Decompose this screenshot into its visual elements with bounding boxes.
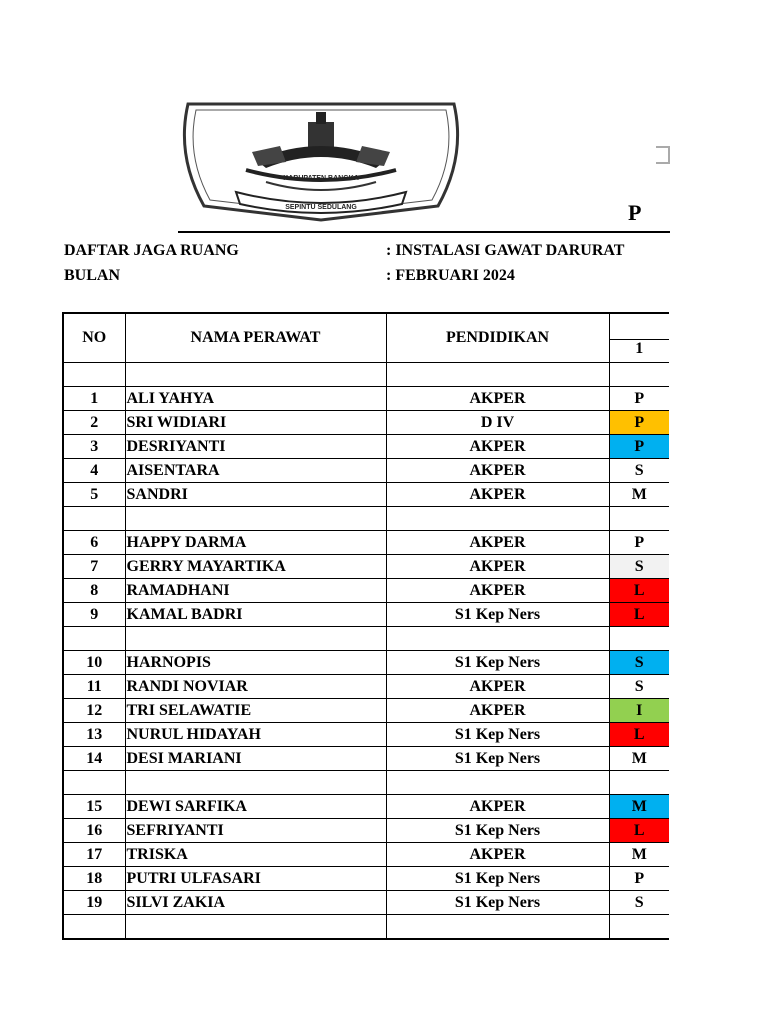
- row-shift-code: L: [609, 603, 669, 627]
- bulan-value: : FEBRUARI 2024: [386, 267, 515, 284]
- row-no: [63, 627, 125, 651]
- table-row: [63, 819, 669, 843]
- table-row: [63, 435, 669, 459]
- row-no: 15: [63, 795, 125, 819]
- row-no: 4: [63, 459, 125, 483]
- table-row-spacer: [63, 507, 669, 531]
- row-shift-code: P: [609, 435, 669, 459]
- row-nama-perawat: SILVI ZAKIA: [125, 891, 386, 915]
- table-row: [63, 843, 669, 867]
- col-header-pendidikan: PENDIDIKAN: [386, 313, 609, 363]
- row-pendidikan: AKPER: [386, 555, 609, 579]
- row-shift-code: L: [609, 819, 669, 843]
- row-shift-code: M: [609, 747, 669, 771]
- row-no: 14: [63, 747, 125, 771]
- row-nama-perawat: [125, 915, 386, 940]
- row-pendidikan: S1 Kep Ners: [386, 819, 609, 843]
- row-pendidikan: S1 Kep Ners: [386, 891, 609, 915]
- row-nama-perawat: KAMAL BADRI: [125, 603, 386, 627]
- row-shift-code: S: [609, 459, 669, 483]
- row-pendidikan: [386, 771, 609, 795]
- row-no: 5: [63, 483, 125, 507]
- row-nama-perawat: NURUL HIDAYAH: [125, 723, 386, 747]
- table-row: [63, 387, 669, 411]
- row-pendidikan: [386, 363, 609, 387]
- row-nama-perawat: RANDI NOVIAR: [125, 675, 386, 699]
- row-pendidikan: D IV: [386, 411, 609, 435]
- row-nama-perawat: PUTRI ULFASARI: [125, 867, 386, 891]
- row-no: 6: [63, 531, 125, 555]
- row-nama-perawat: DESI MARIANI: [125, 747, 386, 771]
- row-nama-perawat: SEFRIYANTI: [125, 819, 386, 843]
- row-pendidikan: AKPER: [386, 843, 609, 867]
- row-shift-code: [609, 915, 669, 940]
- table-row: [63, 411, 669, 435]
- row-pendidikan: AKPER: [386, 579, 609, 603]
- row-nama-perawat: [125, 507, 386, 531]
- row-pendidikan: S1 Kep Ners: [386, 603, 609, 627]
- row-nama-perawat: DEWI SARFIKA: [125, 795, 386, 819]
- daftar-value: : INSTALASI GAWAT DARURAT: [386, 242, 625, 259]
- row-pendidikan: AKPER: [386, 387, 609, 411]
- row-shift-code: S: [609, 651, 669, 675]
- row-pendidikan: S1 Kep Ners: [386, 867, 609, 891]
- bulan-label: BULAN: [64, 267, 121, 284]
- row-shift-code: P: [609, 867, 669, 891]
- row-shift-code: L: [609, 579, 669, 603]
- row-pendidikan: S1 Kep Ners: [386, 747, 609, 771]
- row-no: 16: [63, 819, 125, 843]
- row-shift-code: S: [609, 891, 669, 915]
- table-row: [63, 867, 669, 891]
- row-no: 9: [63, 603, 125, 627]
- row-shift-code: S: [609, 675, 669, 699]
- header-divider: [178, 231, 670, 233]
- table-row: [63, 891, 669, 915]
- table-row: [63, 459, 669, 483]
- row-pendidikan: AKPER: [386, 459, 609, 483]
- logo-ribbon-text: SEPINTU SEDULANG: [285, 204, 357, 211]
- table-row: [63, 699, 669, 723]
- row-no: 19: [63, 891, 125, 915]
- row-no: [63, 915, 125, 940]
- row-pendidikan: AKPER: [386, 675, 609, 699]
- table-row-spacer: [63, 627, 669, 651]
- row-nama-perawat: [125, 363, 386, 387]
- table-row: [63, 555, 669, 579]
- row-nama-perawat: HAPPY DARMA: [125, 531, 386, 555]
- row-shift-code: [609, 771, 669, 795]
- duty-roster-table: [62, 312, 669, 940]
- row-shift-code: P: [609, 387, 669, 411]
- row-shift-code: M: [609, 795, 669, 819]
- table-row: [63, 483, 669, 507]
- row-no: 12: [63, 699, 125, 723]
- row-nama-perawat: RAMADHANI: [125, 579, 386, 603]
- row-pendidikan: AKPER: [386, 483, 609, 507]
- table-row: [63, 675, 669, 699]
- table-row-spacer: [63, 915, 669, 940]
- row-shift-code: L: [609, 723, 669, 747]
- row-shift-code: M: [609, 843, 669, 867]
- row-nama-perawat: TRI SELAWATIE: [125, 699, 386, 723]
- row-pendidikan: AKPER: [386, 435, 609, 459]
- row-no: 2: [63, 411, 125, 435]
- row-no: 18: [63, 867, 125, 891]
- table-row: [63, 723, 669, 747]
- row-no: 1: [63, 387, 125, 411]
- row-no: 7: [63, 555, 125, 579]
- table-row: [63, 579, 669, 603]
- row-no: 11: [63, 675, 125, 699]
- row-no: 17: [63, 843, 125, 867]
- row-shift-code: M: [609, 483, 669, 507]
- row-no: 8: [63, 579, 125, 603]
- row-pendidikan: AKPER: [386, 531, 609, 555]
- row-no: 3: [63, 435, 125, 459]
- row-nama-perawat: [125, 627, 386, 651]
- row-pendidikan: [386, 507, 609, 531]
- row-shift-code: S: [609, 555, 669, 579]
- row-nama-perawat: AISENTARA: [125, 459, 386, 483]
- table-row: [63, 795, 669, 819]
- row-nama-perawat: TRISKA: [125, 843, 386, 867]
- kabupaten-bangka-logo: [176, 96, 466, 224]
- table-row-spacer: [63, 363, 669, 387]
- row-nama-perawat: SRI WIDIARI: [125, 411, 386, 435]
- cut-off-decoration: [656, 146, 670, 164]
- row-nama-perawat: DESRIYANTI: [125, 435, 386, 459]
- row-nama-perawat: HARNOPIS: [125, 651, 386, 675]
- row-nama-perawat: SANDRI: [125, 483, 386, 507]
- logo-ring-text: KABUPATEN BANGKA: [283, 175, 359, 182]
- table-row-spacer: [63, 771, 669, 795]
- row-no: [63, 363, 125, 387]
- row-nama-perawat: ALI YAHYA: [125, 387, 386, 411]
- row-nama-perawat: GERRY MAYARTIKA: [125, 555, 386, 579]
- row-pendidikan: AKPER: [386, 699, 609, 723]
- daftar-label: DAFTAR JAGA RUANG: [64, 242, 239, 259]
- cut-off-title: P: [628, 200, 643, 225]
- row-shift-code: [609, 363, 669, 387]
- table-row: [63, 747, 669, 771]
- row-shift-code: [609, 627, 669, 651]
- row-no: 10: [63, 651, 125, 675]
- table-row: [63, 651, 669, 675]
- col-header-nama: NAMA PERAWAT: [125, 313, 386, 363]
- row-pendidikan: AKPER: [386, 795, 609, 819]
- row-no: [63, 507, 125, 531]
- row-pendidikan: S1 Kep Ners: [386, 723, 609, 747]
- row-pendidikan: [386, 915, 609, 940]
- col-header-no: NO: [63, 313, 125, 363]
- row-shift-code: [609, 507, 669, 531]
- table-row: [63, 531, 669, 555]
- row-shift-code: P: [609, 531, 669, 555]
- row-pendidikan: [386, 627, 609, 651]
- row-pendidikan: S1 Kep Ners: [386, 651, 609, 675]
- row-no: 13: [63, 723, 125, 747]
- table-row: [63, 603, 669, 627]
- row-shift-code: P: [609, 411, 669, 435]
- row-no: [63, 771, 125, 795]
- day-number: 1: [610, 339, 670, 362]
- row-shift-code: I: [609, 699, 669, 723]
- row-nama-perawat: [125, 771, 386, 795]
- col-header-day: [609, 313, 669, 363]
